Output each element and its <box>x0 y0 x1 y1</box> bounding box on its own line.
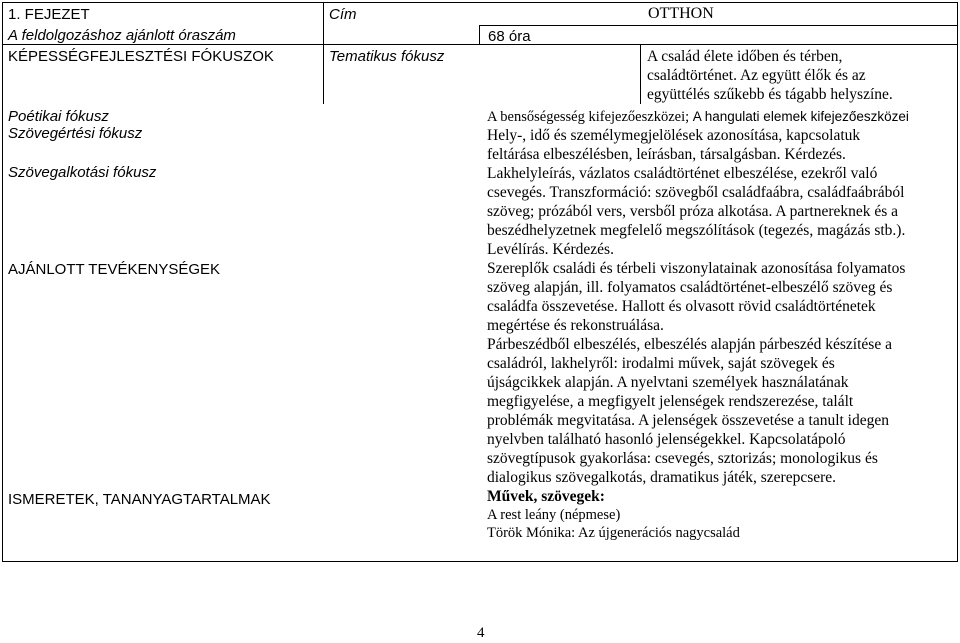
skill-focus-label: KÉPESSÉGFEJLESZTÉSI FÓKUSZOK <box>8 48 274 65</box>
activity-line: dialogikus szövegalkotás, dramatikus játék, szerepcsere. <box>487 469 837 486</box>
title-value: OTTHON <box>648 5 714 22</box>
hours-value: 68 óra <box>488 28 531 45</box>
thematic-line-1: A család élete időben és térben, <box>647 48 843 65</box>
poetic-line-b: A hangulati elemek kifejezőeszközei <box>692 109 909 124</box>
creation-line: Lakhelyleírás, vázlatos családtörténet elbeszélése, ezekről való <box>487 165 878 182</box>
page-number: 4 <box>477 625 485 641</box>
poetic-line-a: A bensőségesség kifejezőeszközei; <box>487 109 693 125</box>
activity-line: problémák megvitatása. A jelenségek összevetése a tanult idegen <box>487 412 890 429</box>
title-label: Cím <box>329 6 357 23</box>
column-divider-left <box>323 2 324 104</box>
comprehension-focus-label: Szövegértési fókusz <box>8 125 143 142</box>
activity-line: megfigyelése, a megfigyelt jelenségek rendszerezése, talált <box>487 393 854 410</box>
creation-focus-label: Szövegalkotási fókusz <box>8 164 157 181</box>
comprehension-line: feltárása elbeszélésben, leírásban, társalgásban. Kérdezés. <box>487 146 846 163</box>
work-item: Török Mónika: Az újgenerációs nagycsalád <box>487 525 740 541</box>
table-left-border <box>2 2 3 562</box>
activity-line: nyelvben található hasonló jelenségekkel. Kapcsolatápoló <box>487 431 846 448</box>
creation-line: szöveg; prózából vers, versből próza alkotása. A partnereknek és a <box>487 203 899 220</box>
hours-label: A feldolgozáshoz ajánlott óraszám <box>8 27 236 44</box>
knowledge-content-label: ISMERETEK, TANANYAGTARTALMAK <box>8 491 271 508</box>
thematic-line-3: együttélés szűkebb és tágabb helyszíne. <box>647 86 893 103</box>
activity-line: családról, lakhelyről: irodalmi művek, saját szövegek és <box>487 355 835 372</box>
activity-line: megértése és rekonstruálása. <box>487 317 664 334</box>
thematic-line-2: családtörténet. Az együtt élők és az <box>647 67 866 84</box>
table-right-border <box>957 2 958 562</box>
creation-line: Levélírás. Kérdezés. <box>487 241 614 258</box>
activity-line: újságcikkek alapján. A nyelvtani személyek használatának <box>487 374 849 391</box>
table-top-border <box>2 2 958 3</box>
recommended-activities-label: AJÁNLOTT TEVÉKENYSÉGEK <box>8 261 221 278</box>
activity-line: családfa összevetése. Hallott és olvasott rövid családtörténetek <box>487 298 876 315</box>
comprehension-line: Hely-, idő és személymegjelölések azonosítása, kapcsolatuk <box>487 127 861 144</box>
work-item: A rest leány (népmese) <box>487 507 621 523</box>
chapter-label: 1. FEJEZET <box>8 6 90 23</box>
column-divider-middle <box>479 25 480 45</box>
creation-line: beszédhelyzetnek megfelelő megszólítások (tegezés, magázás stb.). <box>487 222 906 239</box>
poetic-focus-label: Poétikai fókusz <box>8 108 109 125</box>
creation-line: csevegés. Transzformáció: szövegből családfaábra, családfaábrából <box>487 184 905 201</box>
activity-line: szöveg alapján, ill. folyamatos családtörténet-elbeszélő szöveg és <box>487 279 893 296</box>
thematic-focus-label: Tematikus fókusz <box>329 48 445 65</box>
poetic-focus-value <box>487 107 909 127</box>
activity-line: szövegtípusok gyakorlása: csevegés, sztorizás; monologikus és <box>487 450 878 467</box>
activity-line: Szereplők családi és térbeli viszonylatainak azonosítása folyamatos <box>487 260 906 277</box>
table-bottom-border <box>2 561 958 562</box>
works-heading: Művek, szövegek: <box>487 488 605 505</box>
column-divider-right <box>640 44 641 104</box>
row-divider-title <box>479 25 957 26</box>
activity-line: Párbeszédből elbeszélés, elbeszélés alapján párbeszéd készítése a <box>487 336 892 353</box>
